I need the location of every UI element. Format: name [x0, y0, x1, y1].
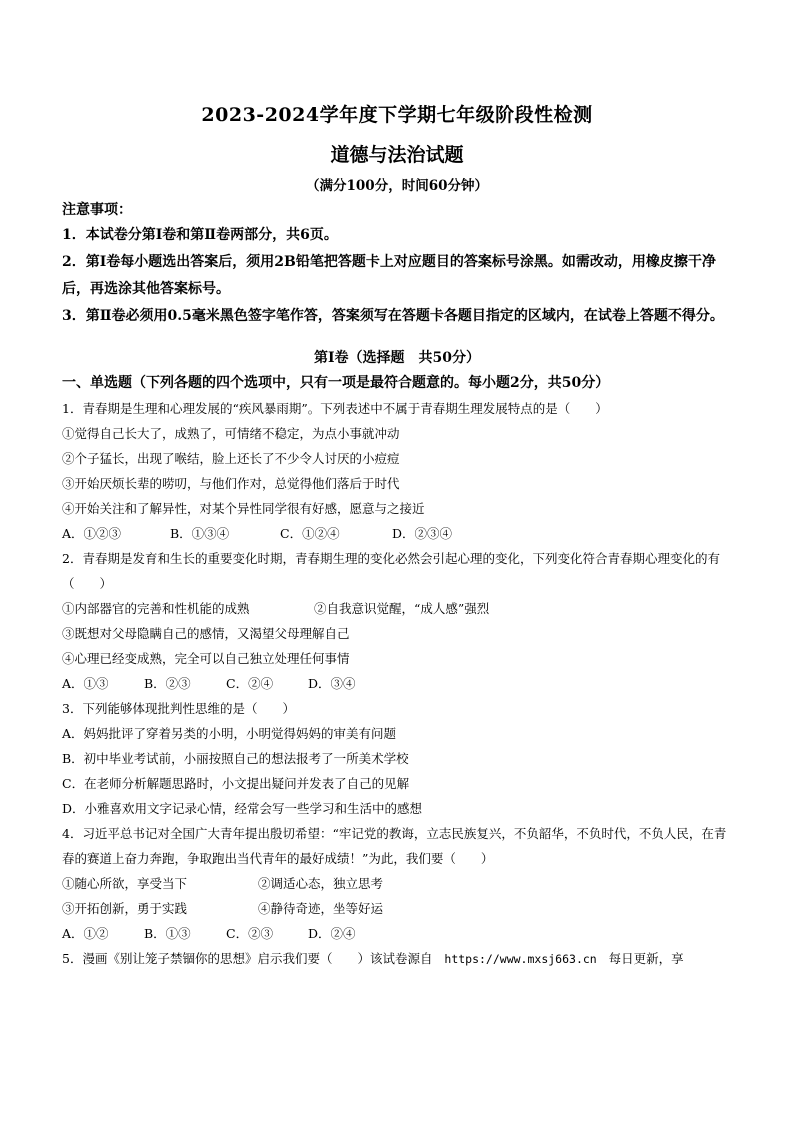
q2-stem: 2．青春期是发育和生长的重要变化时期，青春期生理的变化必然会引起心理的变化，下列变化符合青春期心理变化的有（ ）	[62, 551, 720, 591]
questions	[62, 396, 738, 971]
q1-statement-3: ③开始厌烦长辈的唠叨，与他们作对，总觉得他们落后于时代	[62, 476, 400, 491]
q1-stem: 1．青春期是生理和心理发展的“疾风暴雨期”。下列表述中不属于青春期生理发展特点的是（ ）	[62, 401, 608, 416]
q2-option-a: A．①③	[62, 676, 109, 691]
q5-tail: 每日更新，享	[608, 951, 684, 966]
q1-option-d: D．②③④	[392, 526, 453, 541]
q4-statement-1: ①随心所欲，享受当下	[62, 876, 188, 891]
q4-options	[62, 921, 738, 946]
q2-option-c: C．②④	[226, 676, 274, 691]
section-title: 第Ⅰ卷（选择题 共50分）	[313, 350, 481, 366]
q2-statement-1: ①内部器官的完善和性机能的成熟	[62, 601, 250, 616]
q1-options	[62, 521, 738, 546]
q5-stem-line	[62, 946, 738, 971]
q1-statement-4: ④开始关注和了解异性，对某个异性同学很有好感，愿意与之接近	[62, 501, 425, 516]
note-item-2: 2．第Ⅰ卷每小题选出答案后，须用2B铅笔把答题卡上对应题目的答案标号涂黑。如需改动，用橡皮擦干净后，再选涂其他答案标号。	[62, 254, 716, 297]
q2-statements-row	[62, 596, 738, 621]
exam-info: （满分100分，时间60分钟）	[306, 178, 488, 194]
q1-option-c: C．①②④	[280, 526, 340, 541]
q3-option-d: D．小雅喜欢用文字记录心情，经常会写一些学习和生活中的感想	[62, 801, 423, 816]
q4-stem: 4．习近平总书记对全国广大青年提出殷切希望：“牢记党的教诲，立志民族复兴，不负韶华，不负时代，不负人民，在青春的赛道上奋力奔跑，争取跑出当代青年的最好成绩！”为此，我们要（ ）	[62, 826, 727, 866]
notes-heading: 注意事项：	[62, 202, 132, 218]
exam-subject: 道德与法治试题	[330, 144, 464, 166]
q2-option-d: D．③④	[308, 676, 356, 691]
q1-statement-1: ①觉得自己长大了，成熟了，可情绪不稳定，为点小事就冲动	[62, 426, 400, 441]
q2-option-b: B．②③	[144, 676, 191, 691]
q3-option-c: C．在老师分析解题思路时，小文提出疑问并发表了自己的见解	[62, 776, 410, 791]
q4-option-b: B．①③	[144, 926, 191, 941]
section-subtitle: 一、单选题（下列各题的四个选项中，只有一项是最符合题意的。每小题2分，共50分）	[62, 375, 610, 391]
q4-statement-2: ②调适心态，独立思考	[258, 876, 384, 891]
q3-stem: 3．下列能够体现批判性思维的是（ ）	[62, 701, 295, 716]
source-url-link[interactable]: https://www.mxsj663.cn	[444, 952, 597, 966]
q2-statement-2: ②自我意识觉醒，“成人感”强烈	[314, 601, 490, 616]
exam-title: 2023-2024学年度下学期七年级阶段性检测	[201, 104, 593, 126]
q4-option-c: C．②③	[226, 926, 274, 941]
q2-options	[62, 671, 738, 696]
q4-statements-row-1	[62, 871, 738, 896]
q3-option-b: B．初中毕业考试前，小丽按照自己的想法报考了一所美术学校	[62, 751, 409, 766]
q4-statement-3: ③开拓创新，勇于实践	[62, 901, 188, 916]
note-item-1: 1．本试卷分第Ⅰ卷和第Ⅱ卷两部分，共6页。	[62, 227, 338, 243]
note-item-3: 3．第Ⅱ卷必须用0.5毫米黑色签字笔作答，答案须写在答题卡各题目指定的区域内，在试卷上答题不得分。	[62, 308, 724, 324]
q1-option-a: A．①②③	[62, 526, 122, 541]
q4-statements-row-2	[62, 896, 738, 921]
q1-statement-2: ②个子猛长，出现了喉结，脸上还长了不少令人讨厌的小痘痘	[62, 451, 400, 466]
q3-option-a: A．妈妈批评了穿着另类的小明，小明觉得妈妈的审美有问题	[62, 726, 397, 741]
q5-stem: 5．漫画《别让笼子禁锢你的思想》启示我们要（ ）该试卷源自	[62, 951, 433, 966]
q4-option-a: A．①②	[62, 926, 109, 941]
q2-statement-3: ③既想对父母隐瞒自己的感情，又渴望父母理解自己	[62, 626, 350, 641]
q1-option-b: B．①③④	[170, 526, 230, 541]
q2-statement-4: ④心理已经变成熟，完全可以自己独立处理任何事情	[62, 651, 350, 666]
q4-option-d: D．②④	[308, 926, 356, 941]
notes-block	[62, 198, 738, 330]
q4-statement-4: ④静待奇迹，坐等好运	[258, 901, 384, 916]
